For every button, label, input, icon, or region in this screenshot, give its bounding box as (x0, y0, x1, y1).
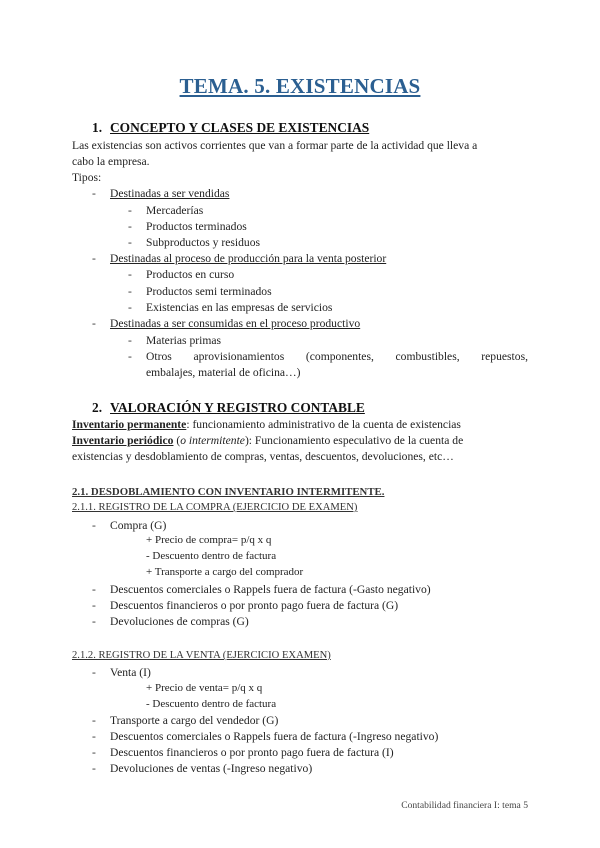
venta-detail: - Descuento dentro de factura (146, 698, 277, 710)
bullet-dash: - (92, 746, 96, 759)
list-item: Descuentos comerciales o Rappels fuera de factura (-Gasto negativo) (110, 583, 431, 596)
list-item: Devoluciones de ventas (-Ingreso negativo) (110, 762, 313, 775)
list-item-justified-line (146, 350, 528, 363)
list-item: Materias primas (146, 334, 222, 347)
tipos-label: Tipos: (72, 171, 102, 184)
definition: : funcionamiento administrativo de la cuenta de existencias (186, 418, 461, 431)
bullet-dash: - (128, 334, 132, 347)
page-footer: Contabilidad financiera I: tema 5 (401, 800, 528, 811)
bullet-dash: - (92, 714, 96, 727)
compra-detail: + Precio de compra= p/q x q (146, 534, 272, 546)
group-label: Destinadas al proceso de producción para la venta posterior (110, 252, 387, 265)
venta-detail: + Precio de venta= p/q x q (146, 682, 263, 694)
section-1-intro-line1: Las existencias son activos corrientes que van a formar parte de la actividad que lleva a (72, 139, 478, 152)
section-1-number: 1. (92, 120, 103, 135)
section-2-number: 2. (92, 400, 103, 415)
list-item: Devoluciones de compras (G) (110, 615, 249, 628)
bullet-dash: - (92, 615, 96, 628)
bullet-dash: - (128, 285, 132, 298)
term-italic: o intermitente (180, 434, 245, 447)
bullet-dash: - (92, 317, 96, 330)
word: repuestos, (481, 350, 528, 363)
inventario-periodico-line2: existencias y desdoblamiento de compras, ventas, descuentos, devoluciones, etc… (72, 450, 454, 463)
list-item: Productos terminados (146, 220, 247, 233)
compra-item: Compra (G) (110, 519, 167, 532)
bullet-dash: - (128, 204, 132, 217)
word: combustibles, (395, 350, 460, 363)
group-label: Destinadas a ser consumidas en el proceso productivo (110, 317, 361, 330)
subsection-2-1-heading: 2.1. DESDOBLAMIENTO CON INVENTARIO INTERMITENTE. (72, 486, 385, 498)
inventario-permanente-line (72, 418, 461, 431)
group-label: Destinadas a ser vendidas (110, 187, 230, 200)
section-2-heading: VALORACIÓN Y REGISTRO CONTABLE (110, 400, 365, 415)
section-1-heading: CONCEPTO Y CLASES DE EXISTENCIAS (110, 120, 370, 135)
list-item: Existencias en las empresas de servicios (146, 301, 333, 314)
bullet-dash: - (92, 519, 96, 532)
bullet-dash: - (92, 666, 96, 679)
term-permanente: Inventario permanente (72, 418, 187, 431)
paren-open: ( (173, 434, 181, 447)
section-1-intro-line2: cabo la empresa. (72, 155, 150, 168)
term-periodico: Inventario periódico (72, 434, 174, 447)
list-item: Productos semi terminados (146, 285, 272, 298)
bullet-dash: - (92, 599, 96, 612)
bullet-dash: - (128, 350, 132, 363)
subsection-2-1-2-heading: 2.1.2. REGISTRO DE LA VENTA (EJERCICIO EXAMEN) (72, 650, 331, 661)
list-item: Mercaderías (146, 204, 204, 217)
list-item: Subproductos y residuos (146, 236, 261, 249)
list-item: Descuentos comerciales o Rappels fuera de factura (-Ingreso negativo) (110, 730, 439, 743)
bullet-dash: - (92, 252, 96, 265)
venta-item: Venta (I) (110, 666, 151, 679)
compra-detail: + Transporte a cargo del comprador (146, 566, 304, 578)
bullet-dash: - (92, 730, 96, 743)
list-item: Descuentos financieros o por pronto pago fuera de factura (G) (110, 599, 399, 612)
list-item: Descuentos financieros o por pronto pago fuera de factura (I) (110, 746, 394, 759)
list-item: Productos en curso (146, 268, 235, 281)
word: aprovisionamientos (193, 350, 285, 363)
bullet-dash: - (92, 762, 96, 775)
bullet-dash: - (92, 583, 96, 596)
page-title: TEMA. 5. EXISTENCIAS (179, 74, 421, 98)
bullet-dash: - (128, 301, 132, 314)
bullet-dash: - (128, 220, 132, 233)
word: Otros (146, 350, 172, 363)
bullet-dash: - (92, 187, 96, 200)
list-item: Transporte a cargo del vendedor (G) (110, 714, 279, 727)
bullet-dash: - (128, 268, 132, 281)
list-item-continuation: embalajes, material de oficina…) (146, 366, 301, 379)
inventario-periodico-line (72, 434, 463, 447)
subsection-2-1-1-heading: 2.1.1. REGISTRO DE LA COMPRA (EJERCICIO DE EXAMEN) (72, 502, 358, 513)
compra-detail: - Descuento dentro de factura (146, 550, 277, 562)
definition: ): Funcionamiento especulativo de la cuenta de (244, 434, 464, 447)
bullet-dash: - (128, 236, 132, 249)
word: (componentes, (305, 350, 374, 363)
